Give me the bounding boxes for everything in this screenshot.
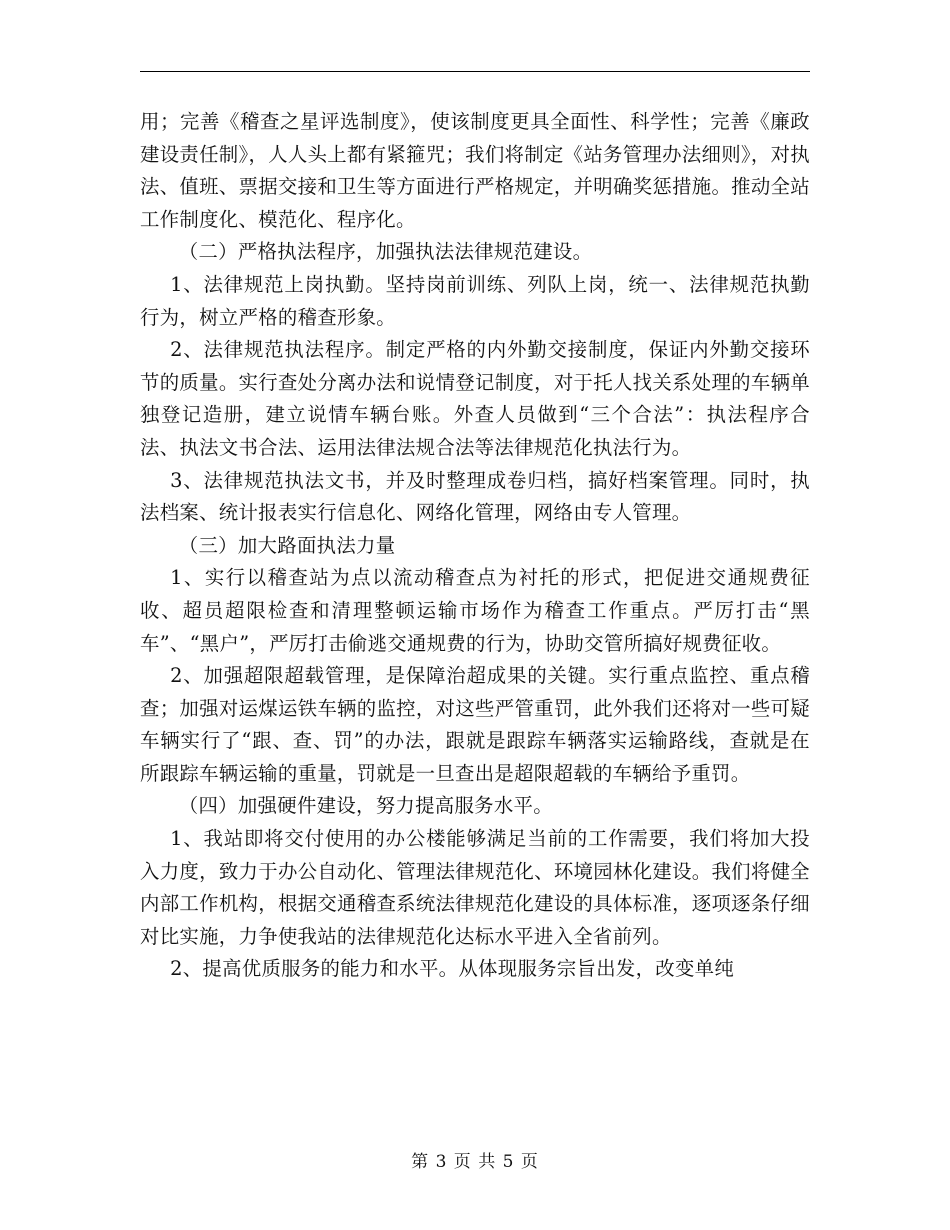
list-item: 3、法律规范执法文书，并及时整理成卷归档，搞好档案管理。同时，执法档案、统计报表实行信息化、网络化管理，网络由专人管理。 xyxy=(140,468,810,525)
list-item: 1、我站即将交付使用的办公楼能够满足当前的工作需要，我们将加大投入力度，致力于办公自动化、管理法律规范化、环境园林化建设。我们将健全内部工作机构，根据交通稽查系统法律规范化建设的具体标准，逐项逐条仔细对比实施，力争使我站的法律规范化达标水平进入全省前列。 xyxy=(140,827,810,948)
section-heading-2: （二）严格执法程序，加强执法法律规范建设。 xyxy=(178,240,593,264)
list-item: 1、实行以稽查站为点以流动稽查点为衬托的形式，把促进交通规费征收、超员超限检查和清理整顿运输市场作为稽查工作重点。严厉打击“黑车”、“黑户”，严厉打击偷逃交通规费的行为，协助交管所搞好规费征收。 xyxy=(140,566,810,655)
paragraph-continuation: 用；完善《稽查之星评选制度》，使该制度更具全面性、科学性；完善《廉政建设责任制》，人人头上都有紧箍咒；我们将制定《站务管理办法细则》，对执法、值班、票据交接和卫生等方面进行严格规定，并明确奖惩措施。推动全站工作制度化、模范化、程序化。 xyxy=(140,110,810,231)
list-item: 2、法律规范执法程序。制定严格的内外勤交接制度，保证内外勤交接环节的质量。实行查处分离办法和说情登记制度，对于托人找关系处理的车辆单独登记造册，建立说情车辆台账。外查人员做到“三个合法”：执法程序合法、执法文书合法、运用法律法规合法等法律规范化执法行为。 xyxy=(140,338,810,459)
section-heading-4: （四）加强硬件建设，努力提高服务水平。 xyxy=(178,794,553,818)
page-number: 第 3 页 共 5 页 xyxy=(411,1152,539,1172)
list-item: 2、加强超限超载管理，是保障治超成果的关键。实行重点监控、重点稽查；加强对运煤运铁车辆的监控，对这些严管重罚，此外我们还将对一些可疑车辆实行了“跟、查、罚”的办法，跟就是跟踪车辆落实运输路线，查就是在所跟踪车辆运输的重量，罚就是一旦查出是超限超载的车辆给予重罚。 xyxy=(140,664,810,785)
document-body xyxy=(140,106,810,986)
section-heading-3: （三）加大路面执法力量 xyxy=(178,533,396,557)
list-item: 2、提高优质服务的能力和水平。从体现服务宗旨出发，改变单纯 xyxy=(170,957,735,981)
header-rule xyxy=(140,71,810,72)
list-item: 1、法律规范上岗执勤。坚持岗前训练、列队上岗，统一、法律规范执勤行为，树立严格的稽查形象。 xyxy=(140,272,810,329)
